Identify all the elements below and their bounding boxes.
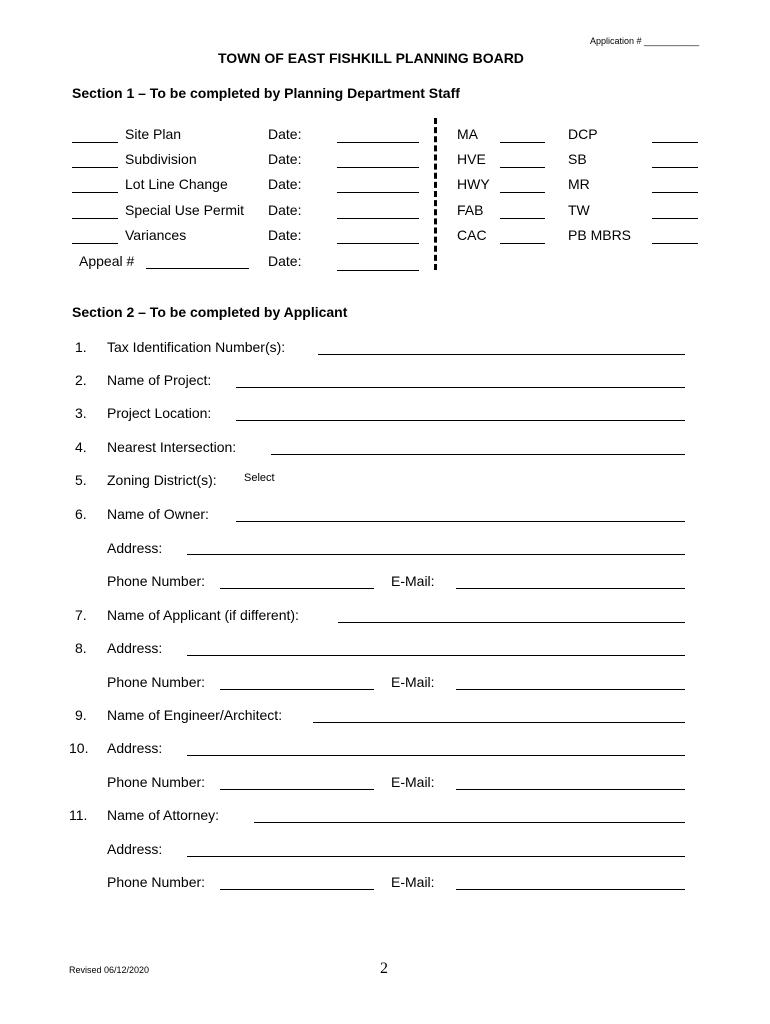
appeal-number-line[interactable] bbox=[146, 268, 249, 269]
date-label: Date: bbox=[268, 176, 302, 192]
applicant-name-field[interactable] bbox=[338, 622, 685, 623]
q4-label: Nearest Intersection: bbox=[107, 439, 237, 455]
page-title: TOWN OF EAST FISHKILL PLANNING BOARD bbox=[218, 50, 524, 66]
pb-mbrs-line[interactable] bbox=[652, 243, 698, 244]
site-plan-check-line[interactable] bbox=[72, 142, 118, 143]
q3-label: Project Location: bbox=[107, 405, 212, 421]
q6-number: 6. bbox=[75, 506, 87, 522]
q8-number: 8. bbox=[75, 640, 87, 656]
sb-line[interactable] bbox=[652, 167, 698, 168]
code-sb: SB bbox=[568, 151, 587, 167]
item-special-use-permit: Special Use Permit bbox=[125, 202, 245, 218]
q1-number: 1. bbox=[75, 339, 87, 355]
code-ma: MA bbox=[457, 126, 478, 142]
q6-label: Name of Owner: bbox=[107, 506, 209, 522]
date-label: Date: bbox=[268, 202, 302, 218]
variances-check-line[interactable] bbox=[72, 243, 118, 244]
section1-heading: Section 1 – To be completed by Planning Department Staff bbox=[72, 85, 460, 101]
code-cac: CAC bbox=[457, 227, 487, 243]
lot-line-change-date-line[interactable] bbox=[337, 192, 419, 193]
q2-label: Name of Project: bbox=[107, 372, 212, 388]
special-use-permit-date-line[interactable] bbox=[337, 218, 419, 219]
site-plan-date-line[interactable] bbox=[337, 142, 419, 143]
appeal-date-line[interactable] bbox=[337, 270, 419, 271]
subdivision-check-line[interactable] bbox=[72, 167, 118, 168]
engineer-name-field[interactable] bbox=[313, 722, 685, 723]
hve-line[interactable] bbox=[500, 167, 545, 168]
subdivision-date-line[interactable] bbox=[337, 167, 419, 168]
applicant-phone-label: Phone Number: bbox=[107, 674, 206, 690]
code-hve: HVE bbox=[457, 151, 486, 167]
dashed-divider bbox=[434, 118, 437, 270]
q9-number: 9. bbox=[75, 707, 87, 723]
code-fab: FAB bbox=[457, 202, 484, 218]
page-number: 2 bbox=[380, 960, 388, 977]
fab-line[interactable] bbox=[500, 218, 545, 219]
q7-number: 7. bbox=[75, 607, 87, 623]
dcp-line[interactable] bbox=[652, 142, 698, 143]
zoning-district-select-value: Select bbox=[244, 472, 275, 484]
mr-line[interactable] bbox=[652, 192, 698, 193]
variances-date-line[interactable] bbox=[337, 243, 419, 244]
date-label: Date: bbox=[268, 126, 302, 142]
owner-email-field[interactable] bbox=[456, 588, 685, 589]
cac-line[interactable] bbox=[500, 243, 545, 244]
q9-label: Name of Engineer/Architect: bbox=[107, 707, 283, 723]
ma-line[interactable] bbox=[500, 142, 545, 143]
code-pb-mbrs: PB MBRS bbox=[568, 227, 632, 243]
owner-name-field[interactable] bbox=[236, 521, 685, 522]
section2-heading: Section 2 – To be completed by Applicant bbox=[72, 304, 348, 320]
q1-label: Tax Identification Number(s): bbox=[107, 339, 286, 355]
project-location-field[interactable] bbox=[236, 420, 685, 421]
q10-label: Address: bbox=[107, 740, 163, 756]
date-label: Date: bbox=[268, 227, 302, 243]
owner-phone-field[interactable] bbox=[220, 588, 374, 589]
attorney-phone-label: Phone Number: bbox=[107, 874, 206, 890]
engineer-phone-field[interactable] bbox=[220, 789, 374, 790]
q7-label: Name of Applicant (if different): bbox=[107, 607, 299, 623]
applicant-email-field[interactable] bbox=[456, 689, 685, 690]
q2-number: 2. bbox=[75, 372, 87, 388]
q4-number: 4. bbox=[75, 439, 87, 455]
date-label: Date: bbox=[268, 253, 302, 269]
q3-number: 3. bbox=[75, 405, 87, 421]
code-hwy: HWY bbox=[457, 176, 490, 192]
engineer-email-label: E-Mail: bbox=[391, 774, 435, 790]
revised-date: Revised 06/12/2020 bbox=[69, 965, 150, 975]
attorney-address-field[interactable] bbox=[187, 856, 685, 857]
date-label: Date: bbox=[268, 151, 302, 167]
code-tw: TW bbox=[568, 202, 590, 218]
code-dcp: DCP bbox=[568, 126, 598, 142]
q5-number: 5. bbox=[75, 472, 87, 488]
engineer-address-field[interactable] bbox=[187, 755, 685, 756]
item-site-plan: Site Plan bbox=[125, 126, 182, 142]
applicant-address-field[interactable] bbox=[187, 655, 685, 656]
q11-label: Name of Attorney: bbox=[107, 807, 220, 823]
appeal-label: Appeal # bbox=[79, 253, 135, 269]
lot-line-change-check-line[interactable] bbox=[72, 192, 118, 193]
owner-address-label: Address: bbox=[107, 540, 163, 556]
applicant-phone-field[interactable] bbox=[220, 689, 374, 690]
attorney-address-label: Address: bbox=[107, 841, 163, 857]
owner-phone-label: Phone Number: bbox=[107, 573, 206, 589]
zoning-district-select[interactable] bbox=[244, 472, 686, 488]
item-lot-line-change: Lot Line Change bbox=[125, 176, 228, 192]
code-mr: MR bbox=[568, 176, 590, 192]
tax-id-field[interactable] bbox=[318, 354, 685, 355]
tw-line[interactable] bbox=[652, 218, 698, 219]
application-number-label: Application # ___________ bbox=[590, 36, 700, 46]
engineer-email-field[interactable] bbox=[456, 789, 685, 790]
special-use-permit-check-line[interactable] bbox=[72, 218, 118, 219]
q8-label: Address: bbox=[107, 640, 163, 656]
owner-email-label: E-Mail: bbox=[391, 573, 435, 589]
hwy-line[interactable] bbox=[500, 192, 545, 193]
project-name-field[interactable] bbox=[236, 387, 685, 388]
nearest-intersection-field[interactable] bbox=[271, 454, 685, 455]
attorney-email-field[interactable] bbox=[456, 889, 685, 890]
q10-number: 10. bbox=[69, 740, 89, 756]
owner-address-field[interactable] bbox=[187, 554, 685, 555]
attorney-email-label: E-Mail: bbox=[391, 874, 435, 890]
applicant-email-label: E-Mail: bbox=[391, 674, 435, 690]
item-variances: Variances bbox=[125, 227, 187, 243]
attorney-phone-field[interactable] bbox=[220, 889, 374, 890]
engineer-phone-label: Phone Number: bbox=[107, 774, 206, 790]
attorney-name-field[interactable] bbox=[254, 822, 685, 823]
item-subdivision: Subdivision bbox=[125, 151, 197, 167]
q5-label: Zoning District(s): bbox=[107, 472, 217, 488]
q11-number: 11. bbox=[69, 807, 88, 823]
